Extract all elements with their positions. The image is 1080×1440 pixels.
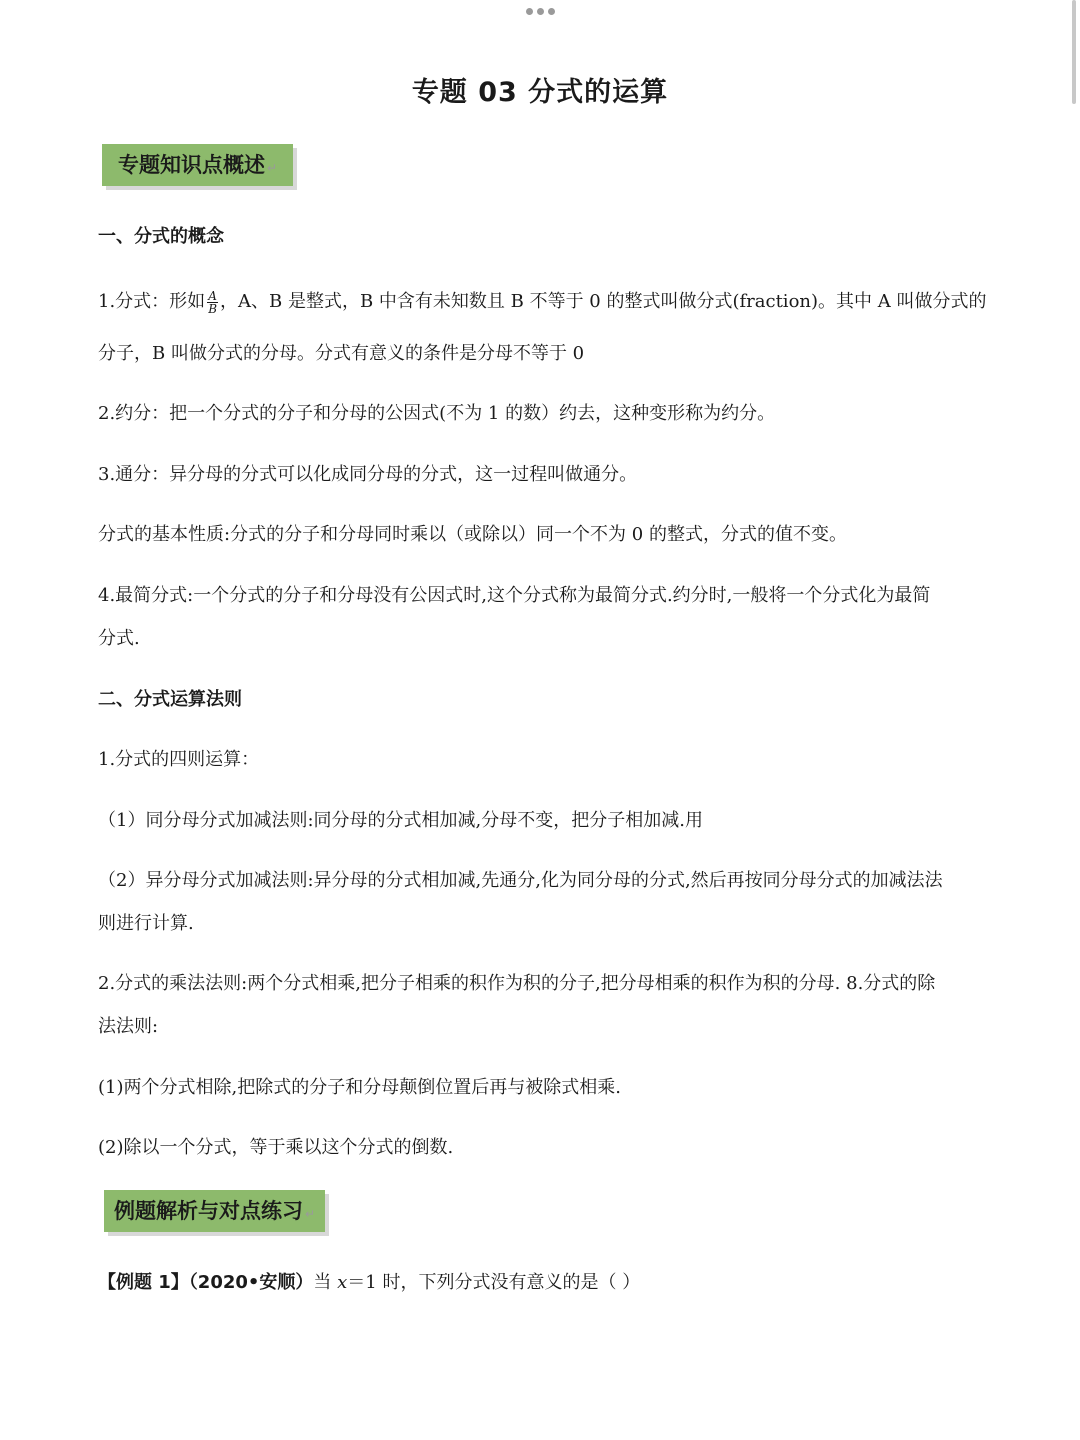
- paragraph-fraction-definition-cont: 分子，B 叫做分式的分母。分式有意义的条件是分母不等于 0: [98, 343, 585, 364]
- section-banner-label: 专题知识点概述: [118, 153, 265, 177]
- paragraph-division-rule-label: 法法则:: [98, 1016, 159, 1037]
- paragraph-reduction: 2.约分：把一个分式的分子和分母的公因式(不为 1 的数）约去，这种变形称为约分。: [98, 403, 776, 424]
- section-banner-examples: [104, 1190, 325, 1232]
- text-span: ＝1 时，下列分式没有意义的是（ ）: [347, 1272, 641, 1293]
- return-mark: ↵: [267, 161, 278, 175]
- text-span: 当: [313, 1272, 338, 1293]
- fraction-denominator: B: [208, 301, 218, 316]
- return-mark: ↵: [305, 1207, 316, 1221]
- section-banner-overview: [102, 144, 293, 186]
- example-1: [98, 1268, 988, 1294]
- dot: [526, 8, 533, 15]
- paragraph-different-denominator-rule: （2）异分母分式加减法则:异分母的分式相加减,先通分,化为同分母的分式,然后再按同分母分式的加减法法: [98, 870, 943, 891]
- paragraph-four-operations: 1.分式的四则运算：: [98, 749, 260, 770]
- fraction-numerator: A: [208, 288, 217, 303]
- paragraph-fraction-definition: [98, 287, 988, 315]
- heading-rules: 二、分式运算法则: [98, 689, 242, 710]
- example-label: 【例题 1】（2020•安顺）: [98, 1272, 314, 1293]
- paragraph-common-denominator: 3.通分：异分母的分式可以化成同分母的分式，这一过程叫做通分。: [98, 464, 638, 485]
- paragraph-basic-property: 分式的基本性质:分式的分子和分母同时乘以（或除以）同一个不为 0 的整式，分式的值不变。: [98, 524, 847, 545]
- page-title: 专题 03 分式的运算: [411, 77, 669, 108]
- variable-x: x: [337, 1272, 348, 1293]
- paragraph-same-denominator-rule: （1）同分母分式加减法则:同分母的分式相加减,分母不变，把分子相加减.用: [98, 810, 703, 831]
- paragraph-different-denominator-rule-cont: 则进行计算.: [98, 913, 194, 934]
- more-options-icon[interactable]: [526, 8, 555, 15]
- paragraph-division-rule-1: (1)两个分式相除,把除式的分子和分母颠倒位置后再与被除式相乘.: [98, 1077, 621, 1098]
- paragraph-division-rule-2: (2)除以一个分式，等于乘以这个分式的倒数.: [98, 1137, 454, 1158]
- dot: [548, 8, 555, 15]
- text-span: 1.分式：形如: [98, 291, 206, 312]
- fraction-a-over-b: [207, 290, 218, 315]
- section-banner-label: 例题解析与对点练习: [114, 1199, 303, 1223]
- paragraph-multiplication-rule: 2.分式的乘法法则:两个分式相乘,把分子相乘的积作为积的分子,把分母相乘的积作为积的分母. 8.分式的除: [98, 973, 936, 994]
- text-span: ，A、B 是整式，B 中含有未知数且 B 不等于 0 的整式叫做分式(fraction)。其中 A 叫做分式的: [220, 291, 987, 312]
- paragraph-simplest-fraction: 4.最简分式:一个分式的分子和分母没有公因式时,这个分式称为最简分式.约分时,一般将一个分式化为最简: [98, 585, 931, 606]
- heading-concept: 一、分式的概念: [98, 226, 224, 247]
- paragraph-simplest-fraction-cont: 分式.: [98, 628, 140, 649]
- dot: [537, 8, 544, 15]
